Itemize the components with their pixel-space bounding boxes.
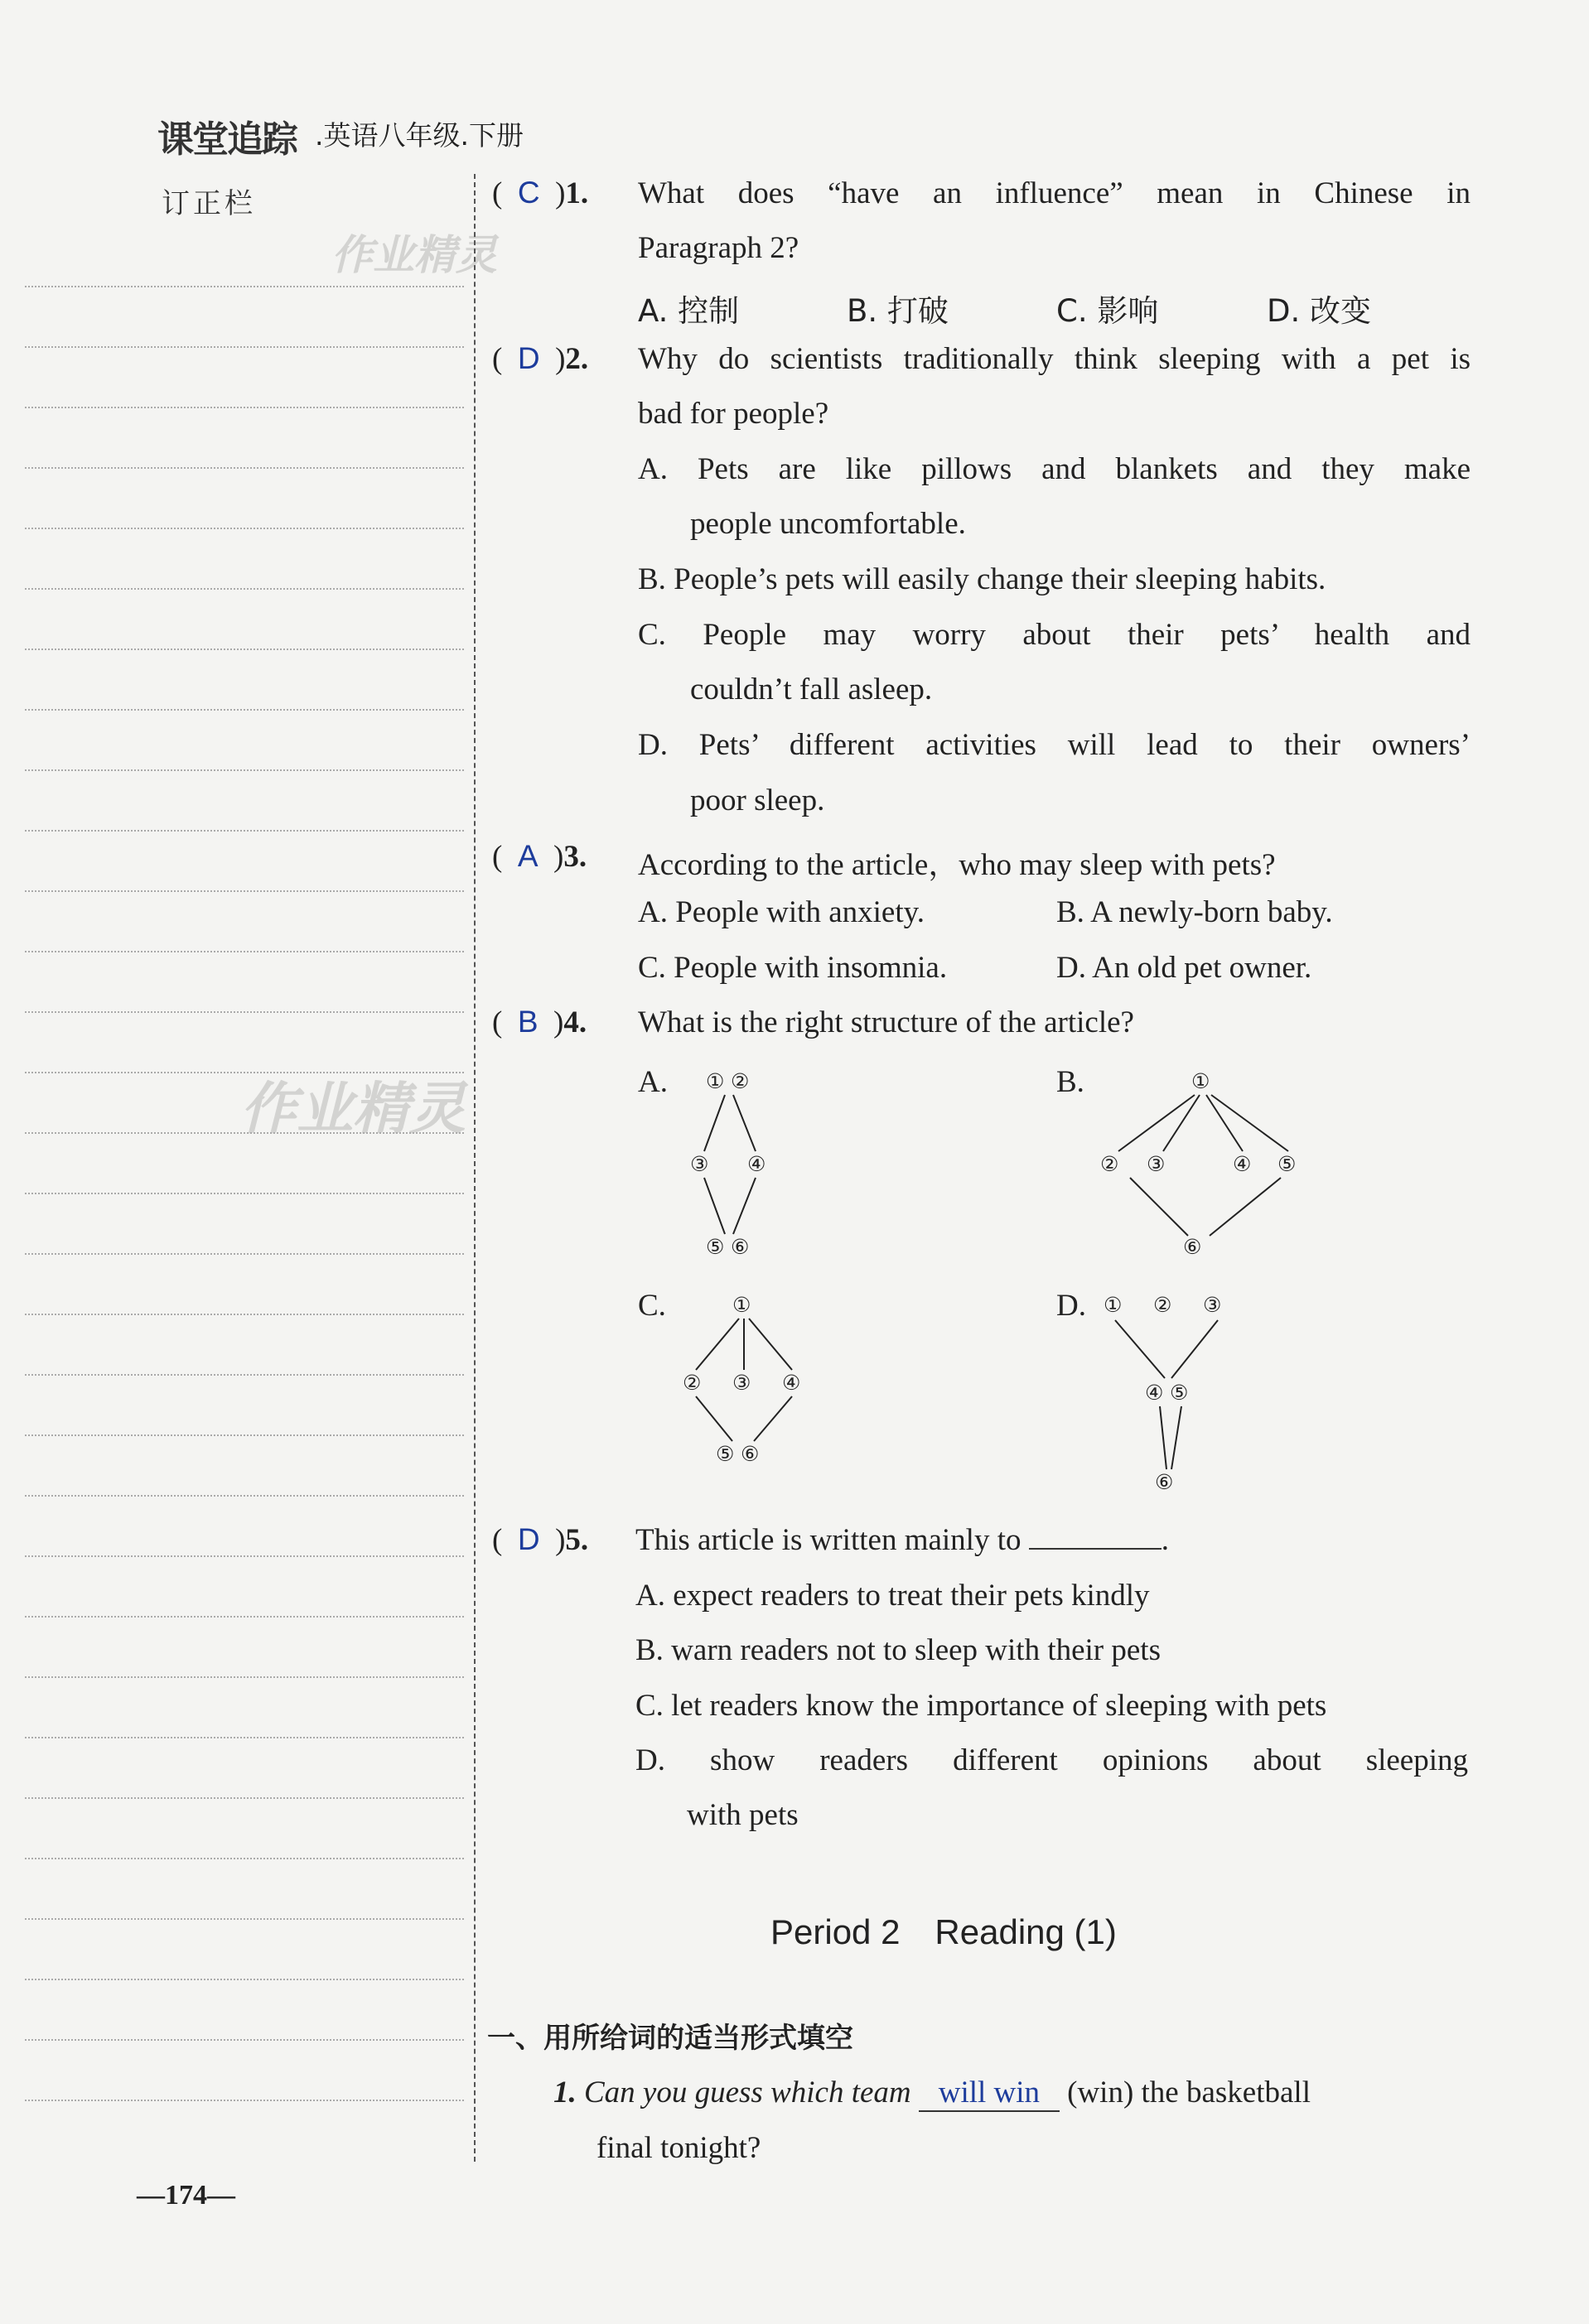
option-5c: C. let readers know the importance of sleeping with pets [635,1689,1327,1723]
svg-text:⑤: ⑤ [1170,1381,1189,1405]
ruled-line [25,1555,464,1557]
section-title: 一、用所给词的适当形式填空 [487,2022,853,2055]
watermark: 作业精灵 [331,231,497,279]
option-3c: C. People with insomnia. [638,951,948,985]
question-number: 3. [563,840,587,874]
svg-text:⑥: ⑥ [1155,1470,1174,1494]
ruled-line [25,1434,464,1436]
svg-text:②: ② [1100,1152,1119,1176]
svg-text:③: ③ [732,1371,751,1395]
structure-diagram-b [1094,1060,1326,1275]
ruled-line [25,346,464,348]
answer-2: D [517,341,540,375]
svg-text:⑥: ⑥ [731,1235,750,1259]
option-1d: D. 改变 [1267,293,1372,329]
ruled-line [25,1616,464,1618]
ruled-line [25,1918,464,1920]
question-2: ( D )2. [492,341,589,376]
svg-text:④: ④ [1233,1152,1252,1176]
option-5b: B. warn readers not to sleep with their pets [635,1633,1161,1667]
svg-text:③: ③ [690,1152,709,1176]
ruled-line [25,1676,464,1678]
option-2a: A. Pets are like pillows and blankets and they make [638,452,1471,486]
option-2d: D. Pets’ different activities will lead to their owners’ [638,728,1471,762]
ruled-line [25,1072,464,1073]
ruled-line [25,1011,464,1013]
option-3d: D. An old pet owner. [1056,951,1312,985]
ruled-line [25,1737,464,1738]
ruled-line [25,2100,464,2101]
option-2a-cont: people uncomfortable. [690,507,966,541]
svg-text:③: ③ [1147,1152,1166,1176]
option-2c-cont: couldn’t fall asleep. [690,673,933,706]
answer-blank [1029,1523,1162,1550]
diagram-nodes [690,1069,766,1259]
ruled-line [25,1193,464,1194]
svg-text:①: ① [732,1293,751,1317]
ruled-line [25,528,464,529]
option-2c: C. People may worry about their pets’ health and [638,618,1471,652]
option-1c: C. 影响 [1056,293,1159,329]
svg-text:③: ③ [1203,1293,1222,1317]
book-brand: 课堂追踪 [157,118,297,161]
correction-column-label: 订正栏 [162,187,256,220]
option-3a: A. People with anxiety. [638,895,925,929]
ruled-line [25,1797,464,1799]
question-3-text: According to the article，who may sleep with pets? [638,848,1276,882]
option-2b: B. People’s pets will easily change their sleeping habits. [638,562,1326,596]
option-5d: D. show readers different opinions about sleeping [635,1743,1468,1777]
svg-text:②: ② [1153,1293,1172,1317]
fill-in-1-cont: final tonight? [596,2131,761,2165]
question-3: ( A )3. [492,839,587,874]
page-number: —174— [137,2180,235,2211]
ruled-line [25,407,464,408]
ruled-line [25,1979,464,1980]
ruled-line [25,649,464,650]
option-5d-cont: with pets [687,1798,799,1832]
ruled-line [25,1495,464,1497]
ruled-line [25,890,464,892]
svg-text:⑥: ⑥ [1183,1235,1202,1259]
ruled-line [25,2039,464,2041]
question-5: ( D )5. [492,1522,589,1557]
option-2d-cont: poor sleep. [690,784,825,817]
question-number: 2. [565,342,589,376]
question-1: ( C )1. [492,176,589,210]
question-1-text: What does “have an influence” mean in Chinese in [638,176,1471,210]
option-1a: A. 控制 [638,293,740,329]
svg-text:④: ④ [782,1371,801,1395]
svg-text:④: ④ [747,1152,766,1176]
diagram-nodes [1104,1293,1221,1494]
svg-text:①: ① [706,1069,725,1093]
svg-text:①: ① [1104,1293,1123,1317]
diagram-label-a: A. [638,1065,668,1099]
question-1-text-2: Paragraph 2? [638,231,799,265]
diagram-label-b: B. [1056,1065,1084,1099]
answer-3: A [517,839,539,873]
column-divider [474,174,476,2162]
fill-in-1: 1. Can you guess which team will win (win) the basketball [553,2075,1311,2112]
question-number: 1. [565,176,589,210]
answer-4: B [517,1005,539,1039]
svg-text:⑥: ⑥ [741,1442,760,1466]
ruled-line [25,467,464,469]
structure-diagram-c [671,1284,820,1483]
option-1b: B. 打破 [847,293,949,329]
option-5a: A. expect readers to treat their pets kindly [635,1579,1150,1613]
svg-text:④: ④ [1145,1381,1164,1405]
svg-text:②: ② [731,1069,750,1093]
option-3b: B. A newly-born baby. [1056,895,1333,929]
structure-diagram-a [679,1060,795,1275]
question-4-text: What is the right structure of the article? [638,1005,1134,1039]
ruled-line [25,769,464,771]
question-5-text: This article is written mainly to . [635,1523,1169,1557]
diagram-label-c: C. [638,1289,666,1323]
question-2-text: Why do scientists traditionally think sleeping with a pet is [638,342,1471,376]
question-2-text-2: bad for people? [638,397,829,431]
question-number: 5. [565,1523,589,1557]
answer-1: C [517,176,540,210]
ruled-line [25,709,464,711]
ruled-line [25,1374,464,1376]
question-number: 4. [563,1005,587,1039]
book-subtitle: .英语八年级.下册 [315,119,524,152]
ruled-line [25,588,464,590]
svg-text:②: ② [683,1371,702,1395]
structure-diagram-d [1094,1284,1259,1507]
answer-5: D [517,1522,540,1556]
period-title: Period 2 Reading (1) [770,1912,1117,1951]
diagram-nodes [683,1293,800,1466]
svg-text:⑤: ⑤ [706,1235,725,1259]
svg-text:⑤: ⑤ [716,1442,735,1466]
svg-text:⑤: ⑤ [1277,1152,1297,1176]
watermark: 作业精灵 [240,1077,466,1142]
ruled-line [25,286,464,287]
ruled-line [25,1253,464,1255]
diagram-label-d: D. [1056,1289,1086,1323]
ruled-line [25,1858,464,1859]
question-4: ( B )4. [492,1005,587,1039]
svg-text:①: ① [1191,1069,1210,1093]
ruled-line [25,1132,464,1134]
ruled-line [25,1314,464,1315]
fill-in-blank: will win [919,2075,1060,2112]
ruled-line [25,951,464,952]
ruled-line [25,830,464,832]
